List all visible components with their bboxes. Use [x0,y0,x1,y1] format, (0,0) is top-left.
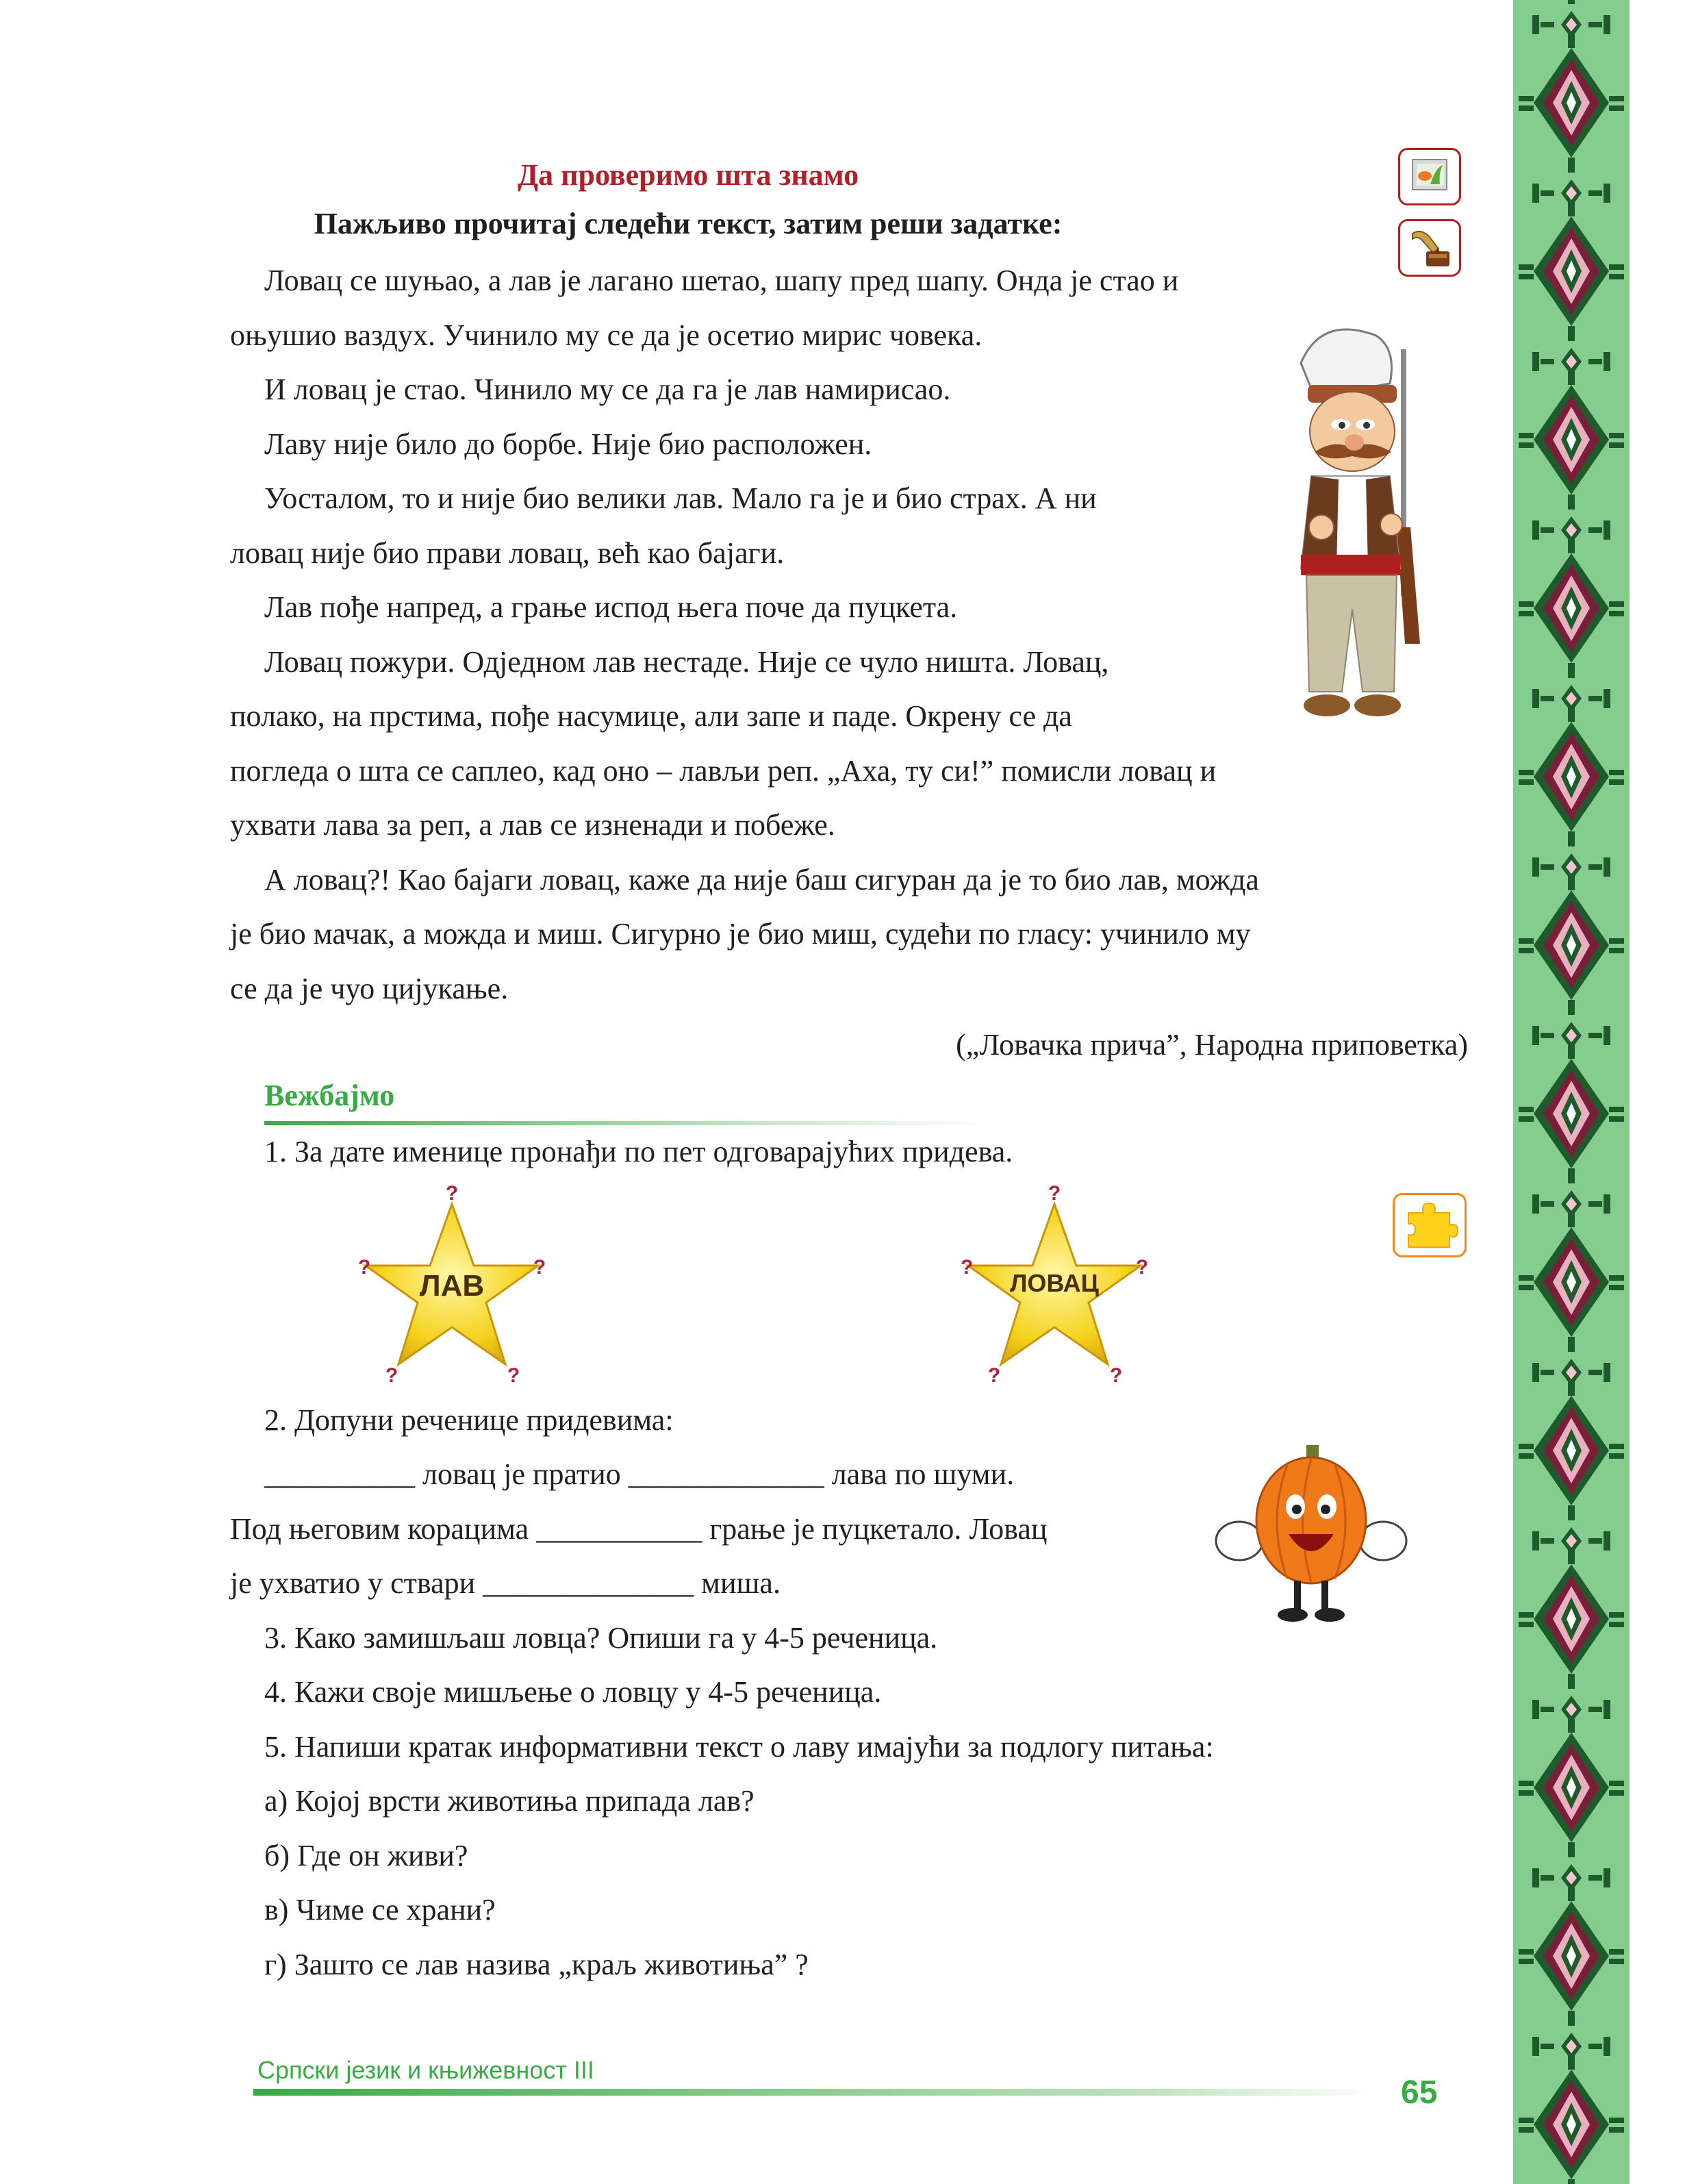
task-2: 2. Допуни реченице придевима: [264,1403,674,1437]
question-mark: ? [960,1256,974,1279]
task-4: 4. Кажи своје мишљење о ловцу у 4-5 реченица. [264,1675,882,1709]
footer-divider [253,2089,1376,2096]
gallery-button[interactable] [1398,148,1461,205]
story-line: Лаву није било до борбе. Није био расположен. [264,427,872,461]
fill-in-line: __________ ловац је пратио _____________ лава по шуми. [264,1457,1015,1491]
task-3: 3. Како замишљаш ловца? Опиши га у 4-5 реченица. [264,1621,938,1655]
story-line: се да је чуо цијукање. [230,972,509,1005]
task-1: 1. За дате именице пронађи по пет одговарајућих придева. [264,1135,1013,1168]
folk-pattern-border [1513,0,1630,2184]
question-b: б) Где он живи? [264,1839,468,1872]
star-hunter [952,1185,1157,1390]
question-d: г) Зашто се лав назива „краљ животиња” ? [264,1948,809,1981]
star-lion [349,1185,555,1390]
task-5: 5. Напиши кратак информативни текст о лаву имајући за подлогу питања: [264,1730,1214,1763]
exercises-heading: Вежбајмо [264,1079,395,1112]
star-label-lion: ЛАВ [419,1269,485,1303]
question-mark: ? [1048,1185,1061,1205]
reading-instruction: Пажљиво прочитај следећи текст, затим реши задатке: [314,207,1063,240]
story-line: Ловац се шуњао, а лав је лагано шетао, шапу пред шапу. Онда је стао и [264,264,1179,297]
page-number: 65 [1401,2074,1438,2111]
question-mark: ? [987,1364,1001,1387]
audio-button[interactable] [1398,219,1461,277]
question-mark: ? [507,1364,520,1387]
story-line: Лав пође напред, а грање испод њега поче да пуцкета. [264,590,958,624]
page-title: Да проверимо шта знамо [517,158,859,192]
question-mark: ? [357,1256,371,1279]
story-line: А ловац?! Као бајаги ловац, каже да није баш сигуран да је то био лав, можда [264,863,1259,896]
question-c: в) Чиме се храни? [264,1893,496,1926]
question-mark: ? [1109,1364,1123,1387]
story-line: погледа о шта се саплео, кад оно – лављи реп. „Аха, ту си!” помисли ловац и [230,754,1217,788]
story-line: Уосталом, то и није био велики лав. Мало га је и био страх. А ни [264,481,1097,515]
question-mark: ? [1135,1256,1149,1279]
story-line: ловац није био прави ловац, већ као бајаги. [230,536,785,570]
question-mark: ? [533,1256,546,1279]
story-line: полако, на прстима, пође насумице, али запе и паде. Окрену се да [230,699,1072,733]
gramophone-audio-icon [1400,221,1459,275]
section-divider [264,1121,990,1125]
picture-gallery-icon [1400,150,1459,203]
fill-in-line: је ухватио у ствари ______________ миша. [230,1566,781,1600]
question-a: а) Којој врсти животиња припада лав? [264,1784,755,1818]
puzzle-piece-icon [1395,1195,1465,1255]
star-label-hunter: ЛОВАЦ [1010,1269,1099,1297]
question-mark: ? [385,1364,398,1387]
fill-in-line: Под његовим корацима ___________ грање је пуцкетало. Ловац [230,1512,1048,1546]
pumpkin-illustration [1212,1438,1410,1630]
story-line: Ловац пожури. Одједном лав нестаде. Није се чуло ништа. Ловац, [264,645,1109,679]
book-title: Српски језик и књижевност III [257,2056,594,2084]
story-line: ухвати лава за реп, а лав се изненади и побеже. [230,808,835,842]
puzzle-button[interactable] [1393,1193,1467,1257]
story-source: („Ловачка прича”, Народна приповетка) [956,1028,1468,1062]
story-line: И ловац је стао. Чинило му се да га је лав намирисао. [264,373,951,406]
folk-pattern-svg [1513,0,1630,2184]
hunter-illustration [1274,322,1438,733]
story-line: је био мачак, а можда и миш. Сигурно је био миш, судећи по гласу: учинило му [230,917,1251,951]
story-line: оњушио ваздух. Учинило му се да је осетио мирис човека. [230,318,983,352]
question-mark: ? [445,1185,459,1205]
